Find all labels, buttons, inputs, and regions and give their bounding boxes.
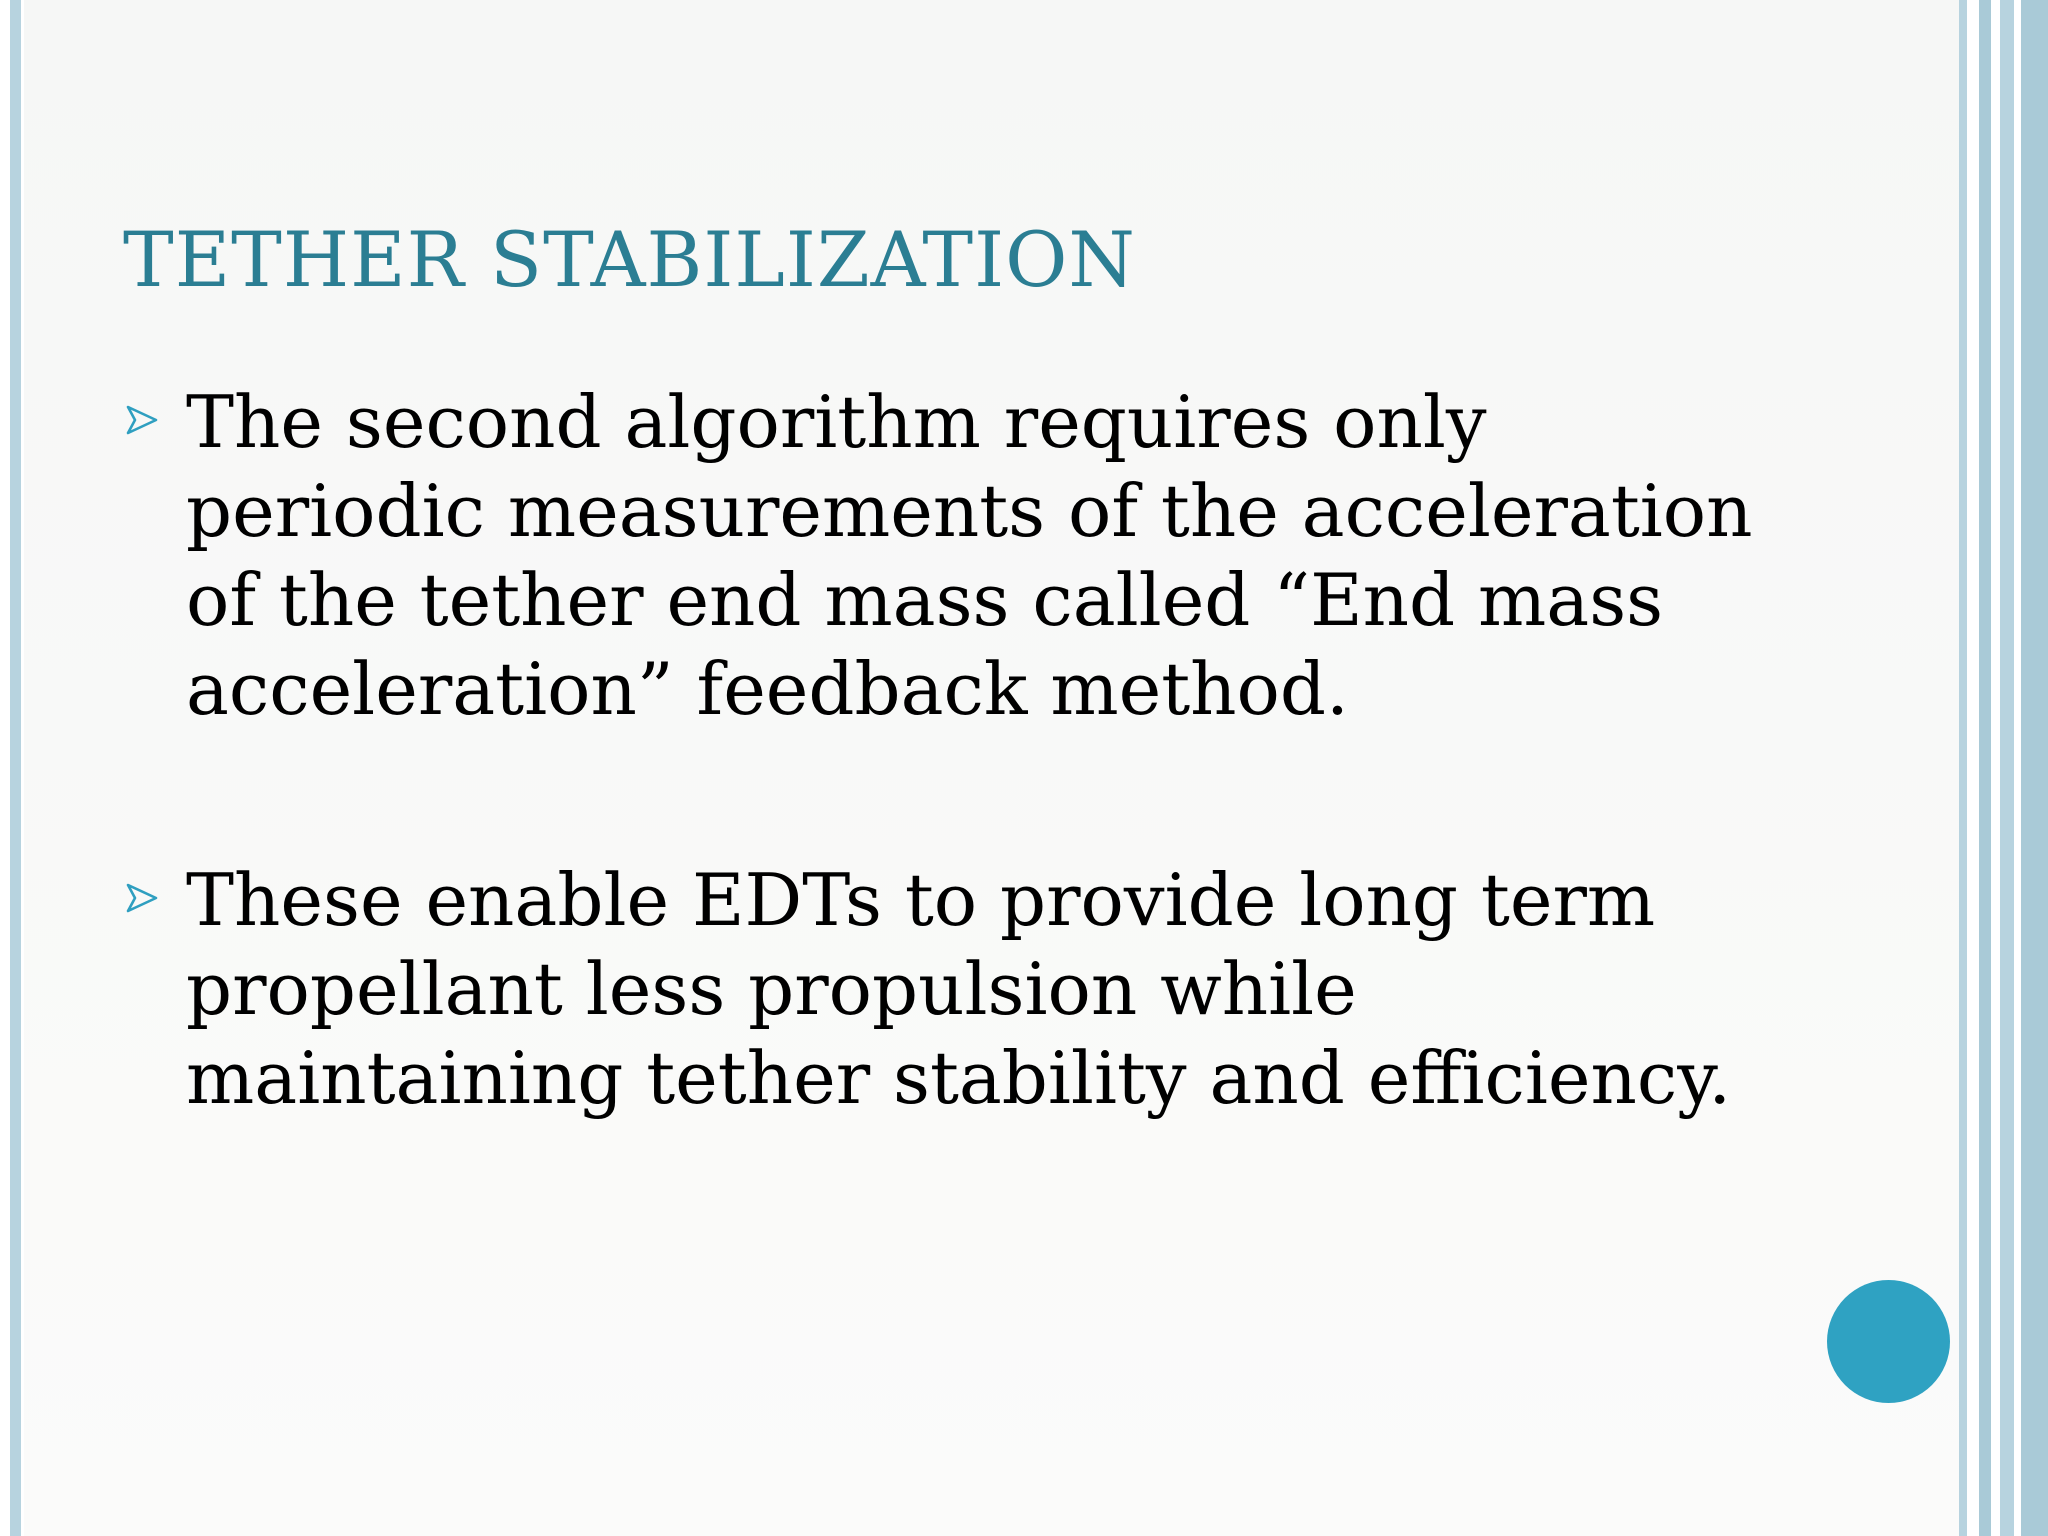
right-border-rule-4 (2021, 0, 2048, 1536)
bullet-item (124, 856, 1784, 1123)
bullet-text: The second algorithm requires only periodic measurements of the acceleration of the tether end mass called “End mass acceleration” feedback method. (186, 380, 1753, 731)
bullet-item (124, 378, 1784, 734)
arrow-right-icon (124, 880, 160, 916)
right-border-rule-2 (1979, 0, 1991, 1536)
bullet-text: These enable EDTs to provide long term propellant less propulsion while maintaining tether stability and efficiency. (186, 858, 1732, 1120)
right-border-rule-1 (1959, 0, 1967, 1536)
arrow-right-icon (124, 402, 160, 438)
slide-title: TETHER STABILIZATION (123, 215, 1136, 304)
circle-icon (1827, 1280, 1950, 1403)
right-border-rule-3 (2000, 0, 2014, 1536)
